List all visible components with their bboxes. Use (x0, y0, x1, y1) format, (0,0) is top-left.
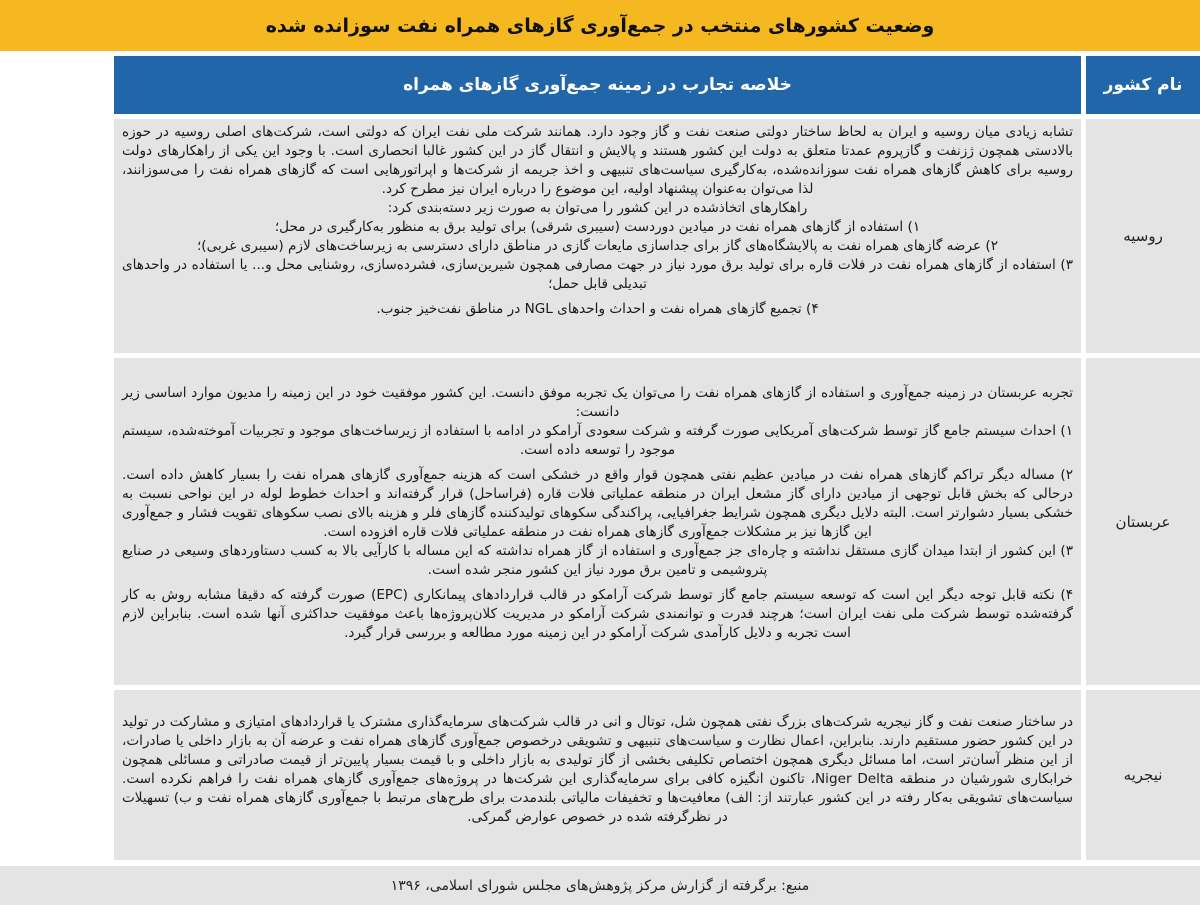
summary-list-item: ۳) استفاده از گازهای همراه نفت در فلات قاره برای تولید برق مورد نیاز در جهت مصارفی همچون شیرین‌سازی، فشرده‌سازی، روشنایی محل و... یا استفاده در واحدهای تبدیلی قابل حمل؛ (122, 257, 1073, 292)
summary-paragraph: تجربه عربستان در زمینه جمع‌آوری و استفاده از گازهای همراه نفت را می‌توان یک تجربه موفق دانست. این کشور موفقیت خود در این زمینه را مدیون موارد اساسی زیر دانست: (122, 385, 1073, 420)
country-name: نیجریه (1086, 690, 1200, 860)
summary-paragraph: در ساختار صنعت نفت و گاز نیجریه شرکت‌های بزرگ نفتی همچون شل، توتال و انی در قالب شرکت‌های سرمایه‌گذاری مشترک یا قراردادهای امتیازی و مشارکت در تولید در این کشور حضور مستقیم دارند. بنابراین، اعمال نظارت و سیاست‌های تنبیهی و تشویقی درخصوص جمع‌آوری گازهای همراه نفت و عرضه آن به بازار داخلی یا صادرات، از این منظر آسان‌تر است، اما مسائل دیگری همچون اختصاص تکلیفی بخشی از گاز تولیدی به بازار داخلی و با قیمت بسیار پایین‌تر از قیمت صادراتی و مسائلی همچون خرابکاری شورشیان در منطقه Niger Delta، تاکنون انگیزه کافی برای سرمایه‌گذاری این شرکت‌ها در پروژه‌های جمع‌آوری گازهای همراه نفت را فراهم نکرده است. سیاست‌های تشویقی به‌کار رفته در این کشور عبارتند از: الف) معافیت‌ها و تخفیفات مالیاتی بلندمدت برای طرح‌های مرتبط با جمع‌آوری گازهای همراه نفت و ب) تسهیلات در نظرگرفته شده در خصوص عوارض گمرکی. (122, 714, 1073, 825)
country-name: عربستان (1086, 358, 1200, 685)
summary-list-item: ۴) تجمیع گازهای همراه نفت و احداث واحدهای NGL در مناطق نفت‌خیز جنوب. (376, 301, 819, 317)
summary-paragraph: تشابه زیادی میان روسیه و ایران به لحاظ ساختار دولتی صنعت نفت و گاز وجود دارد. همانند شرکت ملی نفت ایران که دولتی است، شرکت‌های اصلی روسیه در حوزه بالادستی همچون ژزنفت و گازپروم عمدتا متعلق به دولت این کشور هستند و پالایش و انتقال گاز در این کشور غالبا انحصاری است. با وجود این یکی از راهکارهای دولت روسیه برای کاهش گازهای همراه نفت سوزانده‌شده، به‌کارگیری سیاست‌های تنبیهی و اخذ جریمه از شرکت‌ها و اپراتورهایی است که گازهای همراه نفت را می‌سوزانند، لذا می‌توان به‌عنوان پیشنهاد اولیه، این موضوع را درباره ایران نیز مطرح کرد. (122, 124, 1073, 197)
summary-list-item: ۱) استفاده از گازهای همراه نفت در میادین دوردست (سیبری شرقی) برای تولید برق به منظور به‌کارگیری در محل؛ (274, 219, 921, 235)
country-name: روسیه (1086, 119, 1200, 353)
summary-list-item: ۳) این کشور از ابتدا میدان گازی مستقل نداشته و چاره‌ای جز جمع‌آوری و استفاده از گاز همراه نداشته که این مساله با کارآیی بالا به کسب دستاوردهای وسیعی در صنایع پتروشیمی و تامین برق مورد نیاز این کشور منجر شده است. (122, 543, 1073, 578)
summary-cell (114, 358, 1081, 685)
table-header (0, 56, 1200, 114)
summary-paragraph: راهکارهای اتخاذشده در این کشور را می‌توان به صورت زیر دسته‌بندی کرد: (387, 200, 808, 216)
source-note: منبع: برگرفته از گزارش مرکز پژوهش‌های مجلس شورای اسلامی، ۱۳۹۶ (0, 866, 1200, 905)
summary-cell (114, 119, 1081, 353)
header-summary-column: خلاصه تجارب در زمینه جمع‌آوری گازهای همراه (114, 56, 1081, 114)
summary-cell (114, 690, 1081, 860)
summary-list-item: ۴) نکته قابل توجه دیگر این است که توسعه سیستم جامع گاز توسط شرکت آرامکو در قالب قراردادهای پیمانکاری (EPC) صورت گرفته که دقیقا مشابه روش به کار گرفته‌شده توسط شرکت ملی نفت ایران است؛ هرچند قدرت و توانمندی شرکت آرامکو در مدیریت کلان‌پروژه‌ها باعث موفقیت حداکثری آنها شده است. بنابراین لازم است تجربه و دلایل کارآمدی شرکت آرامکو در این زمینه مورد مطالعه و بررسی قرار گیرد. (122, 587, 1073, 641)
summary-list-item: ۲) مساله دیگر تراکم گازهای همراه نفت در میادین عظیم نفتی همچون قوار واقع در خشکی است که هزینه جمع‌آوری گازهای همراه نفت را بسیار کاهش داده است. درحالی که بخش قابل توجهی از میادین دارای گاز مشعل ایران در منطقه عملیاتی فلات قاره (فراساحل) قرار گرفته‌اند و احداث خطوط لوله در این نواحی نسبت به خشکی بسیار دشوارتر است. البته دلایل دیگری همچون شرایط جغرافیایی، پراکندگی سکوهای تولیدکننده گازهای فلر و هزینه بالای نصب سکوهای تقویت فشار و جمع‌آوری این گازها نیز بر مشکلات جمع‌آوری گازهای همراه نفت در منطقه عملیاتی فلات قاره افزوده است. (122, 467, 1073, 540)
page-title: وضعیت کشورهای منتخب در جمع‌آوری گازهای همراه نفت سوزانده شده (0, 0, 1200, 51)
summary-list-item: ۱) احداث سیستم جامع گاز توسط شرکت‌های آمریکایی صورت گرفته و شرکت سعودی آرامکو در ادامه با استفاده از زیرساخت‌های موجود و تجربیات آموخته‌شده، سیستم موجود را توسعه داده است. (122, 423, 1073, 458)
table-row-saudi-arabia (0, 358, 1200, 685)
header-country-column: نام کشور (1086, 56, 1200, 114)
table-row-russia (0, 119, 1200, 353)
table-row-nigeria (0, 690, 1200, 860)
summary-list-item: ۲) عرضه گازهای همراه نفت به پالایشگاه‌های گاز برای جداسازی مایعات گازی در مناطق دارای دسترسی به زیرساخت‌های لازم (سیبری غربی)؛ (196, 238, 999, 254)
